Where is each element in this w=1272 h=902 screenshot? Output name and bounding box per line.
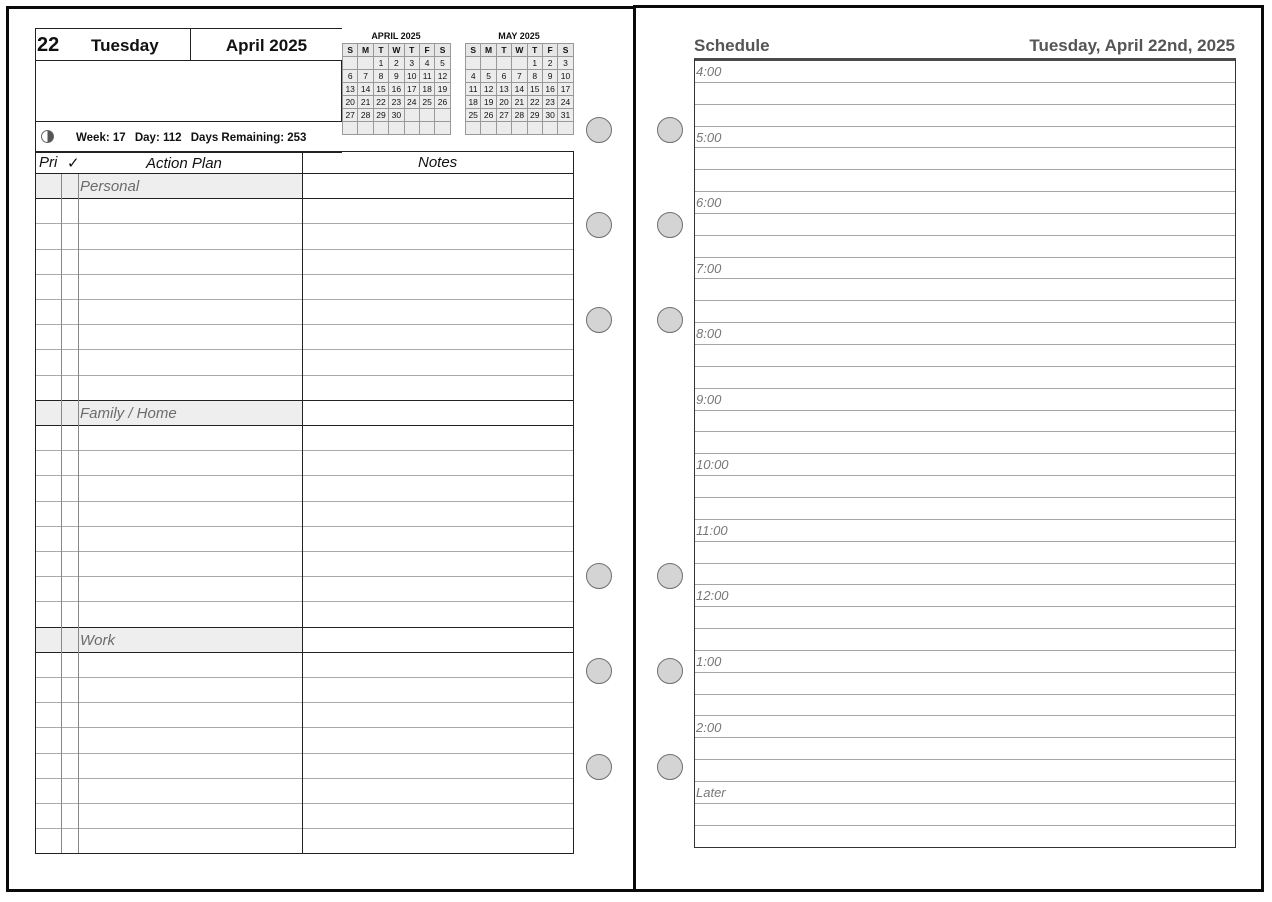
schedule-row[interactable] — [695, 498, 1235, 520]
ring-hole-icon — [657, 658, 683, 684]
mini-calendar-grid — [465, 43, 574, 135]
day-number: 22 — [37, 34, 60, 56]
calendar-day — [481, 122, 496, 135]
calendar-day — [420, 122, 435, 135]
calendar-day[interactable]: 4 — [466, 70, 481, 83]
time-slot-label: 11:00 — [696, 522, 728, 538]
calendar-day[interactable]: 6 — [343, 70, 358, 83]
action-plan-row[interactable] — [36, 224, 573, 249]
calendar-day[interactable]: 13 — [497, 83, 512, 96]
calendar-day[interactable]: 25 — [466, 109, 481, 122]
time-slot-label: 10:00 — [696, 457, 729, 473]
calendar-day[interactable]: 14 — [512, 83, 527, 96]
calendar-day[interactable]: 11 — [466, 83, 481, 96]
calendar-day — [497, 57, 512, 70]
time-slot-label: 6:00 — [696, 195, 722, 211]
schedule-row[interactable] — [695, 585, 1235, 607]
calendar-day — [420, 109, 435, 122]
time-slot-label: Later — [696, 785, 726, 801]
schedule-row[interactable] — [695, 61, 1235, 83]
weekday-header: T — [497, 44, 512, 57]
action-plan-row[interactable] — [36, 728, 573, 753]
schedule-row[interactable] — [695, 804, 1235, 826]
weekday-header: S — [558, 44, 573, 57]
schedule-row[interactable] — [695, 760, 1235, 782]
calendar-day[interactable]: 12 — [481, 83, 496, 96]
action-plan-row[interactable] — [36, 325, 573, 350]
mini-calendar-may — [465, 30, 574, 135]
weekday-header: T — [528, 44, 543, 57]
calendar-day[interactable]: 6 — [497, 70, 512, 83]
weekday-header: S — [435, 44, 450, 57]
calendar-day[interactable]: 24 — [405, 96, 420, 109]
action-plan-row[interactable] — [36, 754, 573, 779]
mini-calendar-title: MAY 2025 — [498, 31, 540, 41]
calendar-day[interactable]: 28 — [512, 109, 527, 122]
weekday: Tuesday — [91, 36, 159, 55]
section-label: Family / Home — [80, 404, 177, 422]
calendar-day[interactable]: 9 — [389, 70, 404, 83]
section-label: Work — [80, 631, 115, 649]
schedule-row[interactable] — [695, 607, 1235, 629]
mini-calendar-april — [342, 30, 451, 135]
day-of-year: Day: 112 — [134, 132, 182, 144]
action-plan-row[interactable] — [36, 527, 573, 552]
time-slot-label: 1:00 — [696, 653, 722, 669]
calendar-day[interactable]: 4 — [420, 57, 435, 70]
calendar-day — [481, 57, 496, 70]
calendar-day[interactable]: 8 — [528, 70, 543, 83]
calendar-day[interactable]: 7 — [512, 70, 527, 83]
weekday-header: S — [466, 44, 481, 57]
schedule-row[interactable] — [695, 520, 1235, 542]
schedule-row[interactable] — [695, 170, 1235, 192]
calendar-day[interactable]: 9 — [543, 70, 558, 83]
notes-column-divider — [302, 152, 303, 853]
action-plan-row[interactable] — [36, 779, 573, 804]
calendar-day — [435, 122, 450, 135]
calendar-day — [466, 57, 481, 70]
day-header-title-row — [36, 29, 342, 61]
action-plan-row[interactable] — [36, 476, 573, 501]
calendar-day — [528, 122, 543, 135]
calendar-day[interactable]: 7 — [358, 70, 373, 83]
schedule-row[interactable] — [695, 651, 1235, 673]
calendar-day[interactable]: 3 — [558, 57, 573, 70]
calendar-day — [512, 57, 527, 70]
section-row — [36, 174, 573, 199]
schedule-row[interactable] — [695, 389, 1235, 411]
calendar-day[interactable]: 11 — [420, 70, 435, 83]
calendar-day[interactable]: 5 — [481, 70, 496, 83]
calendar-day[interactable]: 29 — [374, 109, 389, 122]
time-slot-label: 12:00 — [696, 588, 729, 604]
schedule-row[interactable] — [695, 476, 1235, 498]
time-slot-label: 7:00 — [696, 260, 722, 276]
action-plan-header — [36, 152, 573, 174]
ring-hole-icon — [586, 563, 612, 589]
weekday-header: S — [343, 44, 358, 57]
calendar-day[interactable]: 3 — [405, 57, 420, 70]
action-plan-row[interactable] — [36, 552, 573, 577]
calendar-day — [543, 122, 558, 135]
action-plan-row[interactable] — [36, 300, 573, 325]
header-notes-area[interactable] — [36, 61, 342, 121]
weekday-header: T — [374, 44, 389, 57]
schedule-row[interactable] — [695, 280, 1235, 302]
schedule-row[interactable] — [695, 83, 1235, 105]
calendar-day[interactable]: 2 — [543, 57, 558, 70]
calendar-day[interactable]: 27 — [343, 109, 358, 122]
calendar-day[interactable]: 19 — [481, 96, 496, 109]
schedule-row[interactable] — [695, 564, 1235, 586]
action-plan-row[interactable] — [36, 703, 573, 728]
action-plan-row[interactable] — [36, 804, 573, 829]
mini-calendar-title: APRIL 2025 — [371, 31, 421, 41]
calendar-day — [374, 122, 389, 135]
calendar-day[interactable]: 17 — [558, 83, 573, 96]
calendar-day — [343, 122, 358, 135]
weekday-header: F — [420, 44, 435, 57]
calendar-day[interactable]: 22 — [374, 96, 389, 109]
action-plan-row[interactable] — [36, 275, 573, 300]
mini-calendar-grid — [342, 43, 451, 135]
schedule-row[interactable] — [695, 192, 1235, 214]
days-remaining: Days Remaining: 253 — [190, 132, 307, 144]
calendar-day[interactable]: 31 — [558, 109, 573, 122]
calendar-day — [358, 57, 373, 70]
time-slot-label: 4:00 — [696, 64, 722, 79]
calendar-day[interactable]: 13 — [343, 83, 358, 96]
action-plan-row[interactable] — [36, 250, 573, 275]
calendar-day — [405, 109, 420, 122]
time-slot-label: 8:00 — [696, 326, 722, 342]
schedule-row[interactable] — [695, 127, 1235, 149]
schedule-row[interactable] — [695, 345, 1235, 367]
time-slot-label: 2:00 — [696, 719, 722, 735]
calendar-day[interactable]: 21 — [512, 96, 527, 109]
section-label: Personal — [80, 178, 140, 195]
action-plan-row[interactable] — [36, 577, 573, 602]
calendar-day[interactable]: 2 — [389, 57, 404, 70]
calendar-day[interactable]: 18 — [420, 83, 435, 96]
calendar-day[interactable]: 10 — [405, 70, 420, 83]
calendar-day[interactable]: 14 — [358, 83, 373, 96]
ring-hole-icon — [657, 212, 683, 238]
calendar-day[interactable]: 15 — [528, 83, 543, 96]
action-plan-row[interactable] — [36, 350, 573, 375]
week-number: Week: 17 — [76, 132, 126, 144]
weekday-header: W — [389, 44, 404, 57]
schedule-row[interactable] — [695, 717, 1235, 739]
calendar-day[interactable]: 25 — [420, 96, 435, 109]
schedule-row[interactable] — [695, 258, 1235, 280]
schedule-row[interactable] — [695, 695, 1235, 717]
ring-hole-icon — [586, 658, 612, 684]
weekday-header: T — [405, 44, 420, 57]
check-column-divider — [78, 174, 79, 853]
calendar-day[interactable]: 23 — [389, 96, 404, 109]
calendar-day[interactable]: 20 — [497, 96, 512, 109]
schedule-row[interactable] — [695, 738, 1235, 760]
calendar-day — [389, 122, 404, 135]
calendar-day[interactable]: 1 — [528, 57, 543, 70]
action-plan-row[interactable] — [36, 426, 573, 451]
action-plan-row[interactable] — [36, 502, 573, 527]
day-stats-row — [36, 121, 342, 152]
ring-hole-icon — [586, 754, 612, 780]
notes-column-header: Notes — [418, 154, 458, 171]
section-shade — [36, 174, 302, 198]
action-plan-row[interactable] — [36, 678, 573, 703]
calendar-day[interactable]: 26 — [481, 109, 496, 122]
calendar-day[interactable]: 16 — [543, 83, 558, 96]
schedule-row[interactable] — [695, 542, 1235, 564]
ring-hole-icon — [657, 563, 683, 589]
weekday-header: M — [481, 44, 496, 57]
section-row — [36, 628, 573, 653]
priority-column-header: Pri — [39, 154, 58, 171]
ring-hole-icon — [657, 754, 683, 780]
weekday-header: W — [512, 44, 527, 57]
schedule-row[interactable] — [695, 454, 1235, 476]
action-plan-row[interactable] — [36, 602, 573, 627]
calendar-day[interactable]: 16 — [389, 83, 404, 96]
ring-hole-icon — [586, 307, 612, 333]
time-slot-label: 5:00 — [696, 129, 722, 145]
calendar-day[interactable]: 21 — [358, 96, 373, 109]
month-year: April 2025 — [190, 29, 342, 60]
calendar-day[interactable]: 20 — [343, 96, 358, 109]
calendar-day — [512, 122, 527, 135]
calendar-day[interactable]: 26 — [435, 96, 450, 109]
schedule-title: Schedule — [694, 36, 770, 55]
calendar-day[interactable]: 8 — [374, 70, 389, 83]
ring-hole-icon — [586, 212, 612, 238]
calendar-day[interactable]: 22 — [528, 96, 543, 109]
schedule-row[interactable] — [695, 673, 1235, 695]
check-column-header: ✓ — [67, 155, 80, 172]
weekday-header: M — [358, 44, 373, 57]
calendar-day[interactable]: 15 — [374, 83, 389, 96]
schedule-row[interactable] — [695, 826, 1235, 848]
schedule-row[interactable] — [695, 105, 1235, 127]
calendar-day[interactable]: 30 — [543, 109, 558, 122]
calendar-day[interactable]: 12 — [435, 70, 450, 83]
calendar-day — [466, 122, 481, 135]
action-plan-row[interactable] — [36, 451, 573, 476]
calendar-day[interactable]: 30 — [389, 109, 404, 122]
schedule-row[interactable] — [695, 323, 1235, 345]
action-plan-table — [35, 151, 574, 854]
calendar-day[interactable]: 27 — [497, 109, 512, 122]
schedule-grid — [694, 58, 1236, 848]
calendar-day — [435, 109, 450, 122]
ring-hole-icon — [586, 117, 612, 143]
calendar-day[interactable]: 17 — [405, 83, 420, 96]
action-plan-column-header: Action Plan — [146, 155, 222, 172]
calendar-day[interactable]: 24 — [558, 96, 573, 109]
day-header — [35, 28, 342, 153]
calendar-day — [558, 122, 573, 135]
time-slot-label: 9:00 — [696, 391, 722, 407]
schedule-row[interactable] — [695, 629, 1235, 651]
calendar-day[interactable]: 19 — [435, 83, 450, 96]
calendar-day[interactable]: 28 — [358, 109, 373, 122]
calendar-day — [405, 122, 420, 135]
schedule-row[interactable] — [695, 782, 1235, 804]
action-plan-row[interactable] — [36, 653, 573, 678]
calendar-day[interactable]: 18 — [466, 96, 481, 109]
action-plan-row[interactable] — [36, 829, 573, 854]
schedule-row[interactable] — [695, 301, 1235, 323]
ring-hole-icon — [657, 307, 683, 333]
calendar-day[interactable]: 29 — [528, 109, 543, 122]
calendar-day[interactable]: 23 — [543, 96, 558, 109]
schedule-date: Tuesday, April 22nd, 2025 — [1029, 36, 1235, 55]
calendar-day — [343, 57, 358, 70]
schedule-row[interactable] — [695, 214, 1235, 236]
weekday-header: F — [543, 44, 558, 57]
schedule-row[interactable] — [695, 411, 1235, 433]
action-plan-row[interactable] — [36, 199, 573, 224]
schedule-row[interactable] — [695, 148, 1235, 170]
calendar-day[interactable]: 1 — [374, 57, 389, 70]
action-plan-row[interactable] — [36, 376, 573, 401]
day-stats — [76, 132, 312, 144]
section-row — [36, 401, 573, 426]
calendar-day[interactable]: 5 — [435, 57, 450, 70]
ring-hole-icon — [657, 117, 683, 143]
schedule-row[interactable] — [695, 236, 1235, 258]
priority-column-divider — [61, 174, 62, 853]
schedule-row[interactable] — [695, 432, 1235, 454]
schedule-row[interactable] — [695, 367, 1235, 389]
calendar-day — [358, 122, 373, 135]
section-shade — [36, 628, 302, 652]
calendar-day — [497, 122, 512, 135]
half-moon-icon — [41, 130, 54, 143]
calendar-day[interactable]: 10 — [558, 70, 573, 83]
